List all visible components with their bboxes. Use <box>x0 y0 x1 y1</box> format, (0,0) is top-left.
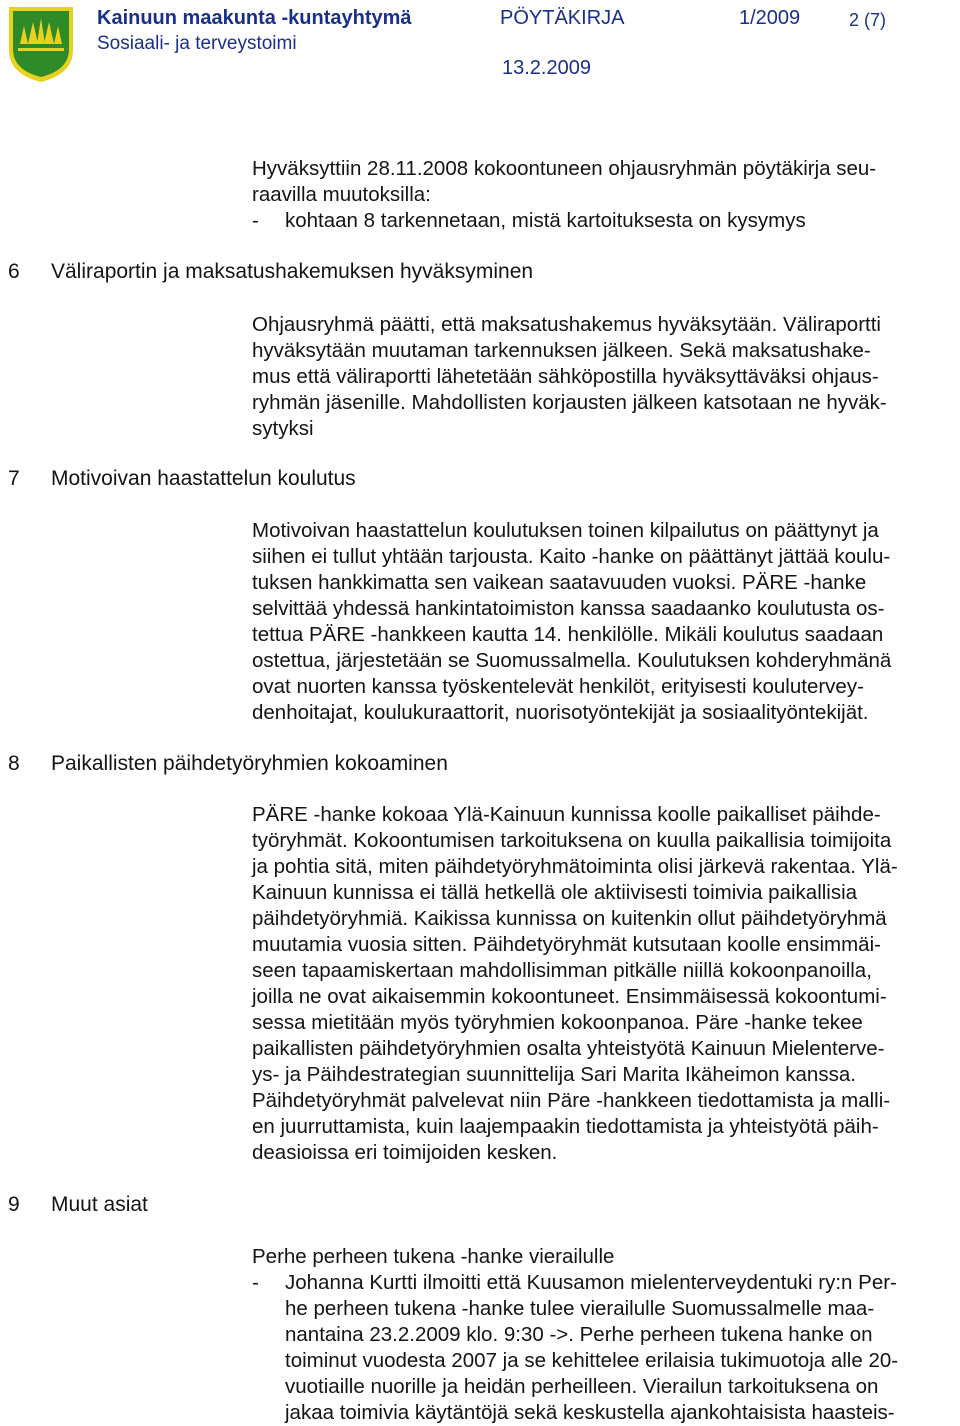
body-line: selvittää yhdessä hankintatoimiston kanssa saadaanko koulutusta os- <box>252 597 885 620</box>
page-number: 2 (7) <box>849 10 887 30</box>
document-date: 13.2.2009 <box>502 57 591 79</box>
bullet-line: nantaina 23.2.2009 klo. 9:30 ->. Perhe perheen tukena hanke on <box>285 1323 873 1346</box>
organization-name: Kainuun maakunta -kuntayhtymä <box>97 7 412 29</box>
bullet-line: Johanna Kurtti ilmoitti että Kuusamon mielenterveydentuki ry:n Per- <box>285 1271 897 1294</box>
body-line: hyväksytään muutaman tarkennuksen jälkeen. Sekä maksatushake- <box>252 339 871 362</box>
document-type: PÖYTÄKIRJA <box>500 7 625 29</box>
body-line: denhoitajat, koulukuraattorit, nuorisotyöntekijät ja sosiaalityöntekijät. <box>252 701 869 724</box>
section-6-body <box>252 312 952 442</box>
body-line: tettua PÄRE -hankkeen kautta 14. henkilölle. Mikäli koulutus saadaan <box>252 623 884 646</box>
body-line: ostettua, järjestetään se Suomussalmella. Koulutuksen kohderyhmänä <box>252 649 892 672</box>
body-line: ja pohtia sitä, miten päihdetyöryhmätoiminta olisi järkevä rakentaa. Ylä- <box>252 855 898 878</box>
body-line: seen tapaamiskertaan mahdollisimman pitkälle niillä kokoonpanoilla, <box>252 959 872 982</box>
bullet-item <box>252 1270 952 1426</box>
body-line: joilla ne ovat aikaisemmin kokoontuneet. Ensimmäisessä kokoontumi- <box>252 985 887 1008</box>
body-line: muutamia vuosia sitten. Päihdetyöryhmät kutsutaan koolle ensimmäi- <box>252 933 881 956</box>
body-line: Päihdetyöryhmät palvelevat niin Päre -hankkeen tiedottamista ja malli- <box>252 1089 891 1112</box>
body-line: ryhmän jäsenille. Mahdollisten korjausten jälkeen katsotaan ne hyväk- <box>252 391 887 414</box>
body-line: paikallisten päihdetyöryhmien osalta yhteistyötä Kainuun Mielenterve- <box>252 1037 885 1060</box>
section-7-body <box>252 518 952 726</box>
section-8-title: Paikallisten päihdetyöryhmien kokoaminen <box>51 752 448 775</box>
bullet-line: vuotiaille nuorille ja heidän perheilleen. Vierailun tarkoituksena on <box>285 1375 879 1398</box>
document-number: 1/2009 <box>739 7 801 29</box>
section-7-number: 7 <box>8 467 20 490</box>
body-line: Kainuun kunnissa ei tällä hetkellä ole aktiivisesti toimivia paikallisia <box>252 881 858 904</box>
section-9-title: Muut asiat <box>51 1193 148 1216</box>
section-6-title: Väliraportin ja maksatushakemuksen hyväksyminen <box>51 260 534 283</box>
bullet-dash: - <box>252 209 259 232</box>
body-line: Motivoivan haastattelun koulutuksen toinen kilpailutus on päättynyt ja <box>252 519 879 542</box>
body-line: päihdetyöryhmiä. Kaikissa kunnissa on kuitenkin ollut päihdetyöryhmä <box>252 907 887 930</box>
body-line: ovat nuorten kanssa työskentelevät henkilöt, erityisesti koulutervey- <box>252 675 864 698</box>
body-line: työryhmät. Kokoontumisen tarkoituksena on kuulla paikallisia toimijoita <box>252 829 892 852</box>
department-name: Sosiaali- ja terveystoimi <box>97 33 297 54</box>
body-line: Perhe perheen tukena -hanke vierailulle <box>252 1245 615 1268</box>
body-line: mus että väliraportti lähetetään sähköpostilla hyväksyttäväksi ohjaus- <box>252 365 879 388</box>
bullet-text: kohtaan 8 tarkennetaan, mistä kartoituksesta on kysymys <box>285 209 806 232</box>
bullet-line: he perheen tukena -hanke tulee vierailulle Suomussalmelle maa- <box>285 1297 875 1320</box>
bullet-dash: - <box>252 1271 259 1294</box>
body-line: siihen ei tullut yhtään tarjousta. Kaito -hanke on päättänyt jättää koulu- <box>252 545 891 568</box>
body-line: raavilla muutoksilla: <box>252 183 431 206</box>
section-5-body <box>252 156 952 234</box>
body-line: deasioissa eri toimijoiden kesken. <box>252 1141 558 1164</box>
body-line: Ohjausryhmä päätti, että maksatushakemus hyväksytään. Väliraportti <box>252 313 881 336</box>
section-7-title: Motivoivan haastattelun koulutus <box>51 467 356 490</box>
body-line: en juurruttamista, kuin laajempaakin tiedottamista ja yhteistyötä päih- <box>252 1115 879 1138</box>
body-line: tuksen hankkimatta sen vaikean saatavuuden vuoksi. PÄRE -hanke <box>252 571 867 594</box>
section-8-body <box>252 802 952 1166</box>
body-line: ys- ja Päihdestrategian suunnittelija Sari Marita Ikäheimon kanssa. <box>252 1063 856 1086</box>
bullet-line: jakaa toimivia käytäntöjä sekä keskustella ajankohtaisista haasteis- <box>285 1401 895 1424</box>
section-6-number: 6 <box>8 260 20 283</box>
section-9-number: 9 <box>8 1193 20 1216</box>
bullet-line: toiminut vuodesta 2007 ja se kehittelee erilaisia tukimuotoja alle 20- <box>285 1349 899 1372</box>
coat-of-arms-icon <box>6 4 76 84</box>
body-line: sessa mietitään myös työryhmien kokoonpanoa. Päre -hanke tekee <box>252 1011 863 1034</box>
bullet-item <box>252 208 952 234</box>
section-9-body <box>252 1244 952 1426</box>
body-line: sytyksi <box>252 417 314 440</box>
body-line: Hyväksyttiin 28.11.2008 kokoontuneen ohjausryhmän pöytäkirja seu- <box>252 157 877 180</box>
body-line: PÄRE -hanke kokoaa Ylä-Kainuun kunnissa koolle paikalliset päihde- <box>252 803 881 826</box>
section-8-number: 8 <box>8 752 20 775</box>
